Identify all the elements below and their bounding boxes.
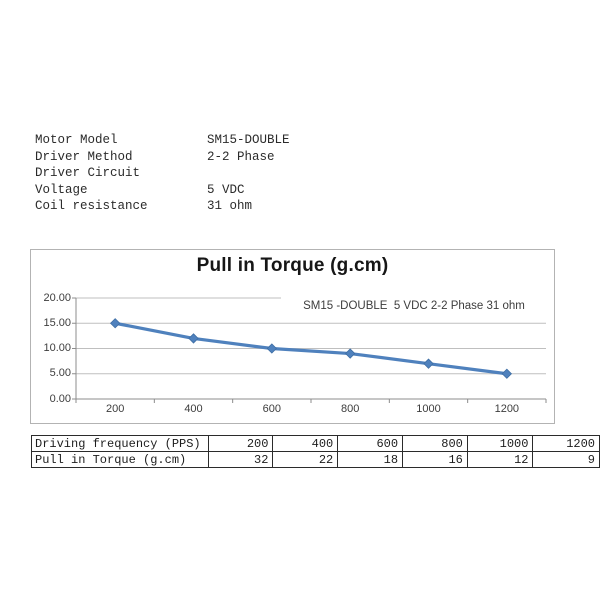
y-axis-label: 10.00 — [43, 342, 71, 354]
chart-title: Pull in Torque (g.cm) — [196, 255, 389, 276]
y-axis-label: 0.00 — [49, 392, 71, 405]
value-cell: 800 — [403, 436, 468, 452]
spec-block — [35, 132, 290, 215]
data-point-marker — [111, 319, 120, 328]
spec-label: Driver Circuit — [35, 166, 141, 180]
data-point-marker — [267, 344, 276, 353]
spec-value: 31 ohm — [207, 199, 253, 213]
value-cell: 18 — [338, 452, 403, 468]
chart-plot-area — [31, 250, 554, 423]
spec-label: Voltage — [35, 182, 88, 197]
value-cell: 16 — [403, 452, 468, 468]
y-axis-label: 15.00 — [43, 316, 71, 329]
spec-label: Motor Model — [35, 133, 118, 147]
data-point-marker — [502, 369, 511, 378]
spec-value: 2-2 Phase — [207, 149, 275, 164]
x-axis-label: 600 — [262, 403, 281, 415]
value-cell: 12 — [467, 452, 533, 468]
spec-label: Coil resistance — [35, 199, 148, 213]
data-point-marker — [424, 359, 433, 368]
torque-data-table — [31, 435, 600, 468]
x-axis-label: 800 — [340, 403, 360, 415]
y-axis-label: 5.00 — [49, 367, 71, 380]
value-cell: 22 — [273, 452, 338, 468]
x-axis-label: 400 — [184, 403, 203, 415]
y-axis-label: 20.00 — [43, 291, 71, 304]
value-cell: 600 — [338, 436, 403, 452]
data-point-marker — [189, 334, 198, 343]
value-cell: 32 — [208, 452, 273, 468]
x-axis-label: 200 — [105, 403, 125, 415]
spec-row — [35, 149, 290, 166]
spec-row — [35, 132, 290, 149]
spec-value: 5 VDC — [207, 182, 245, 197]
value-cell: 400 — [273, 436, 338, 452]
spec-label: Driver Method — [35, 149, 133, 164]
spec-value: SM15-DOUBLE — [207, 133, 290, 147]
spec-row — [35, 165, 290, 182]
value-cell: 1200 — [533, 436, 600, 452]
x-axis-label: 1000 — [416, 403, 441, 415]
row-label-cell: Driving frequency (PPS) — [32, 436, 209, 452]
chart-annotation: SM15 -DOUBLE 5 VDC 2-2 Phase 31 ohm — [281, 295, 547, 317]
spec-row — [35, 198, 290, 215]
table-row — [32, 452, 600, 468]
value-cell: 1000 — [467, 436, 533, 452]
value-cell: 9 — [533, 452, 600, 468]
torque-chart — [30, 249, 555, 424]
table-row — [32, 436, 600, 452]
data-point-marker — [346, 349, 355, 358]
spec-row — [35, 182, 290, 199]
value-cell: 200 — [208, 436, 273, 452]
row-label-cell: Pull in Torque (g.cm) — [32, 452, 209, 468]
x-axis-label: 1200 — [494, 403, 520, 415]
